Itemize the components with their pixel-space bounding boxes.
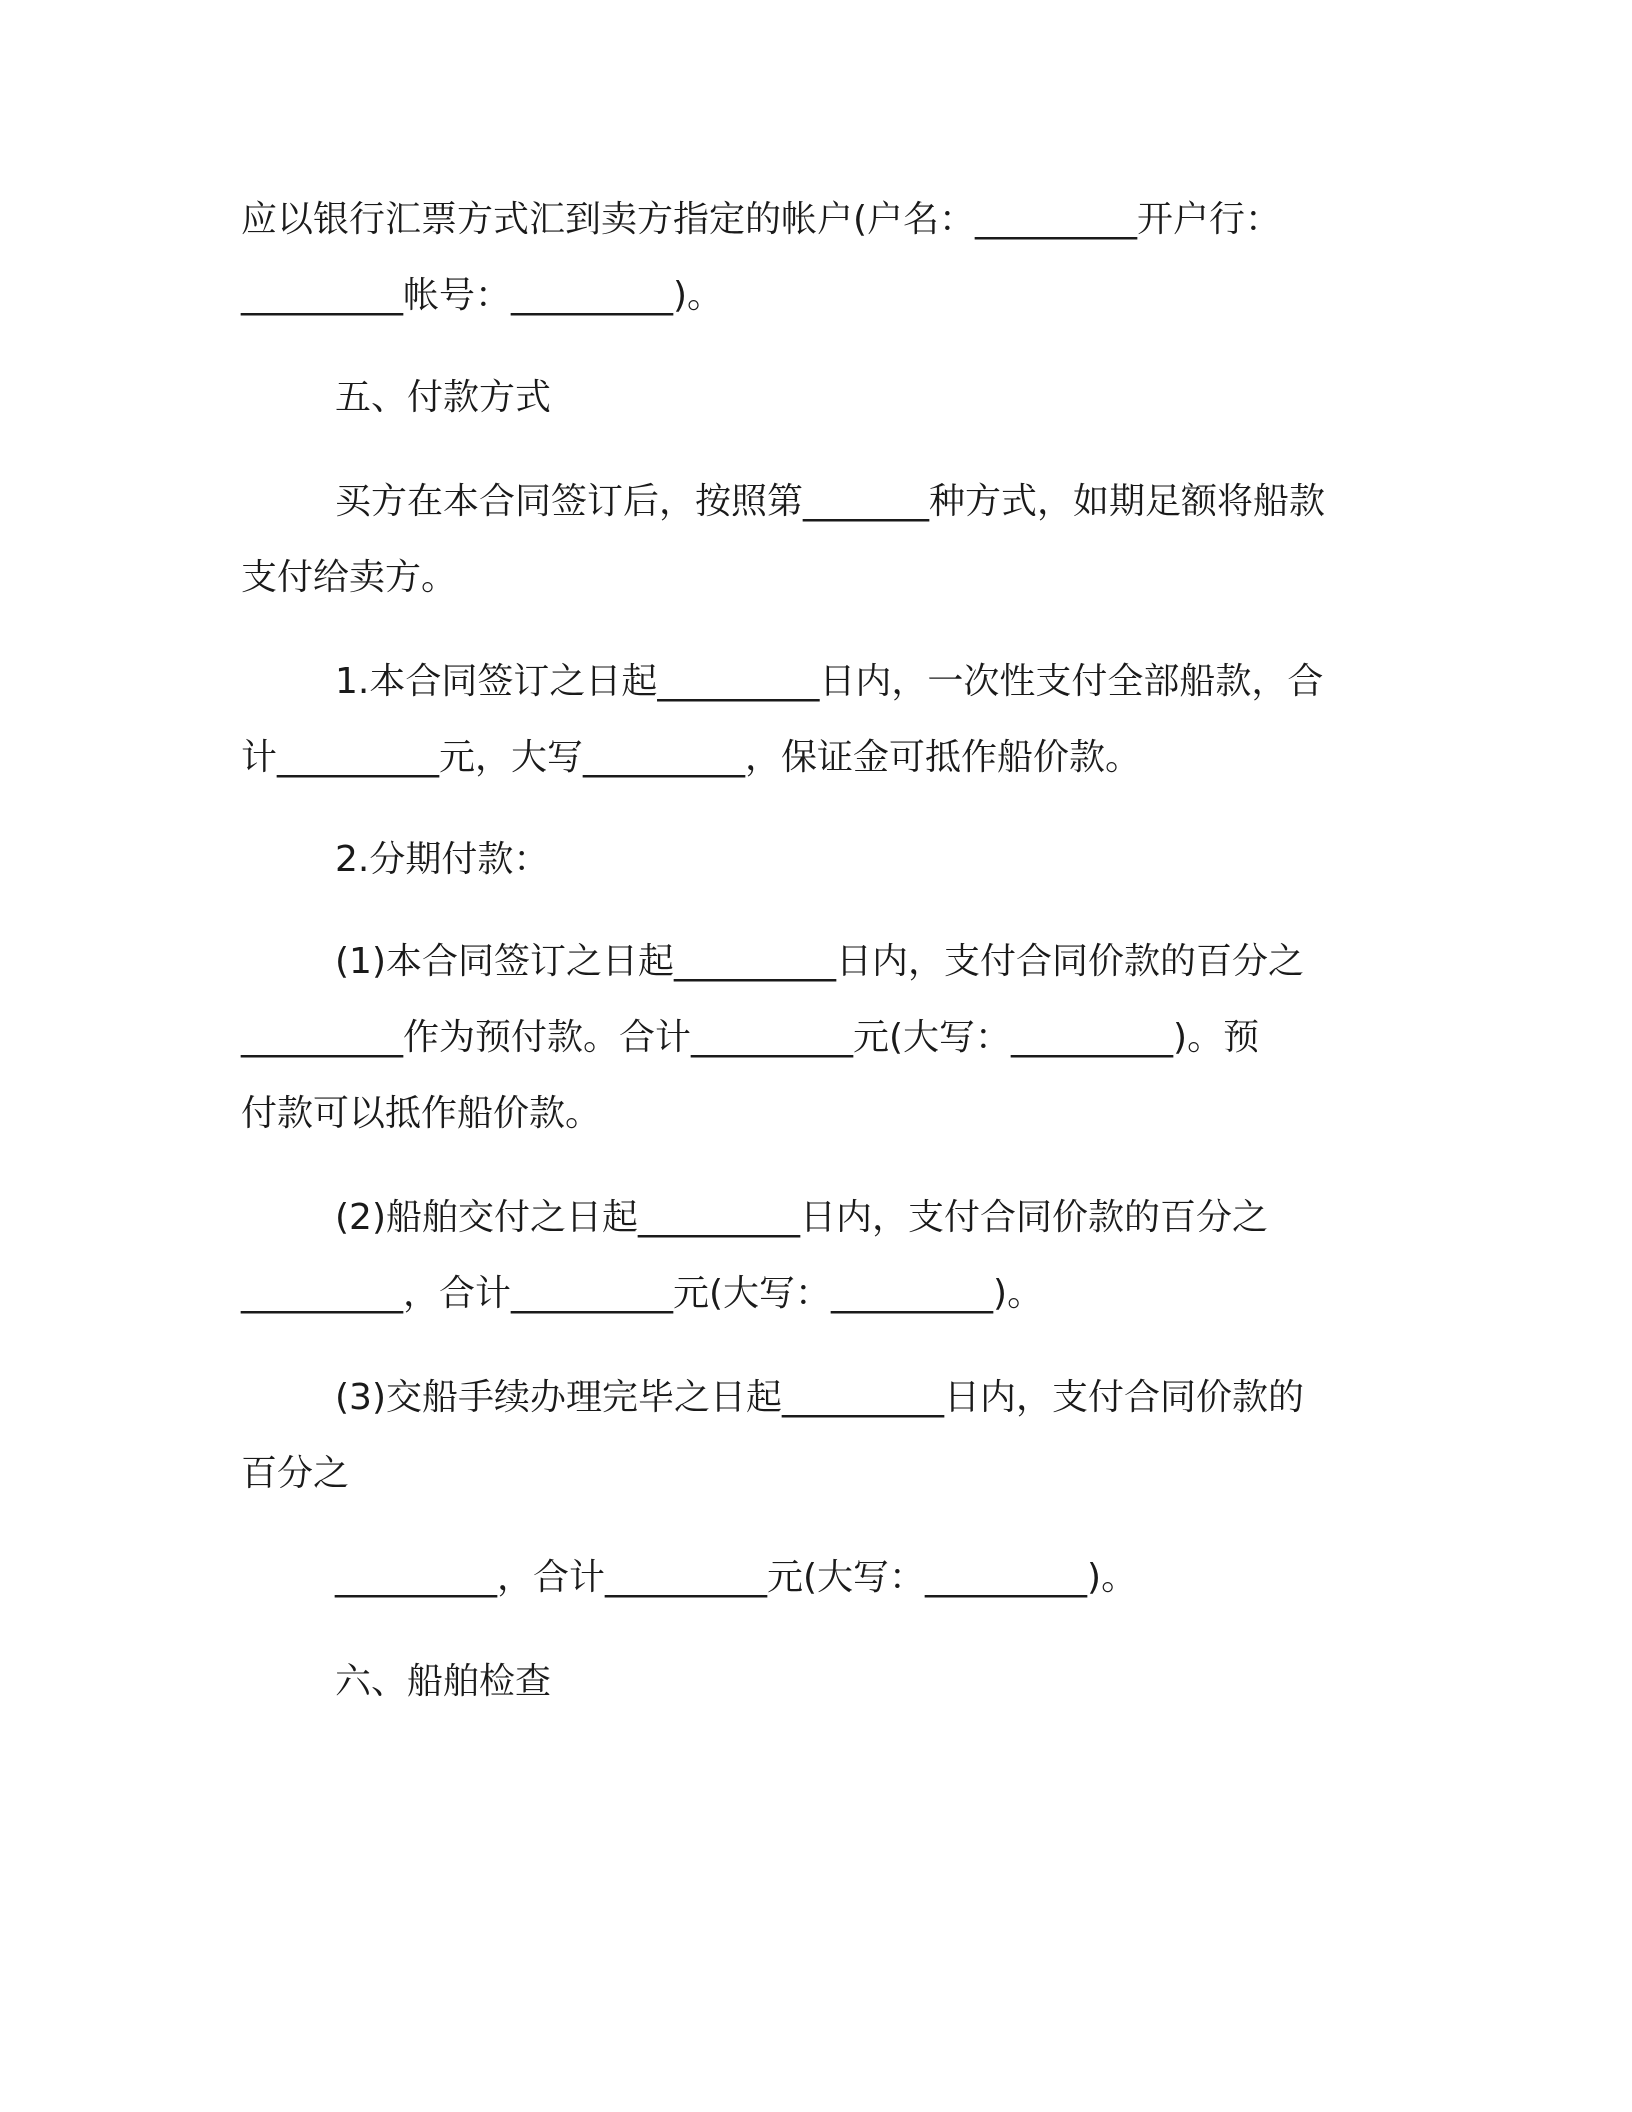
text-line: 1.本合同签订之日起_________日内，一次性支付全部船款，合 — [335, 661, 1324, 702]
text-line: _________作为预付款。合计_________元(大写：_________)。预 — [241, 1017, 1260, 1058]
text-line: _________帐号：_________)。 — [241, 275, 724, 316]
text-line: _________，合计_________元(大写：_________)。 — [335, 1557, 1138, 1598]
text-line: 计_________元，大写_________，保证金可抵作船价款。 — [241, 737, 1142, 778]
text-line: 应以银行汇票方式汇到卖方指定的帐户(户名：_________开户行： — [241, 199, 1282, 240]
text-line: 2.分期付款： — [335, 839, 550, 880]
text-line: (3)交船手续办理完毕之日起_________日内，支付合同价款的 — [335, 1377, 1304, 1418]
section-heading: 五、付款方式 — [335, 377, 552, 418]
text-line: 支付给卖方。 — [241, 557, 458, 598]
text-line: (1)本合同签订之日起_________日内，支付合同价款的百分之 — [335, 941, 1304, 982]
text-line: 付款可以抵作船价款。 — [241, 1093, 602, 1134]
text-line: (2)船舶交付之日起_________日内，支付合同价款的百分之 — [335, 1197, 1268, 1238]
text-line: _________，合计_________元(大写：_________)。 — [241, 1273, 1044, 1314]
section-heading: 六、船舶检查 — [335, 1661, 552, 1702]
text-line: 百分之 — [241, 1453, 350, 1494]
text-line: 买方在本合同签订后，按照第_______种方式，如期足额将船款 — [335, 481, 1326, 522]
